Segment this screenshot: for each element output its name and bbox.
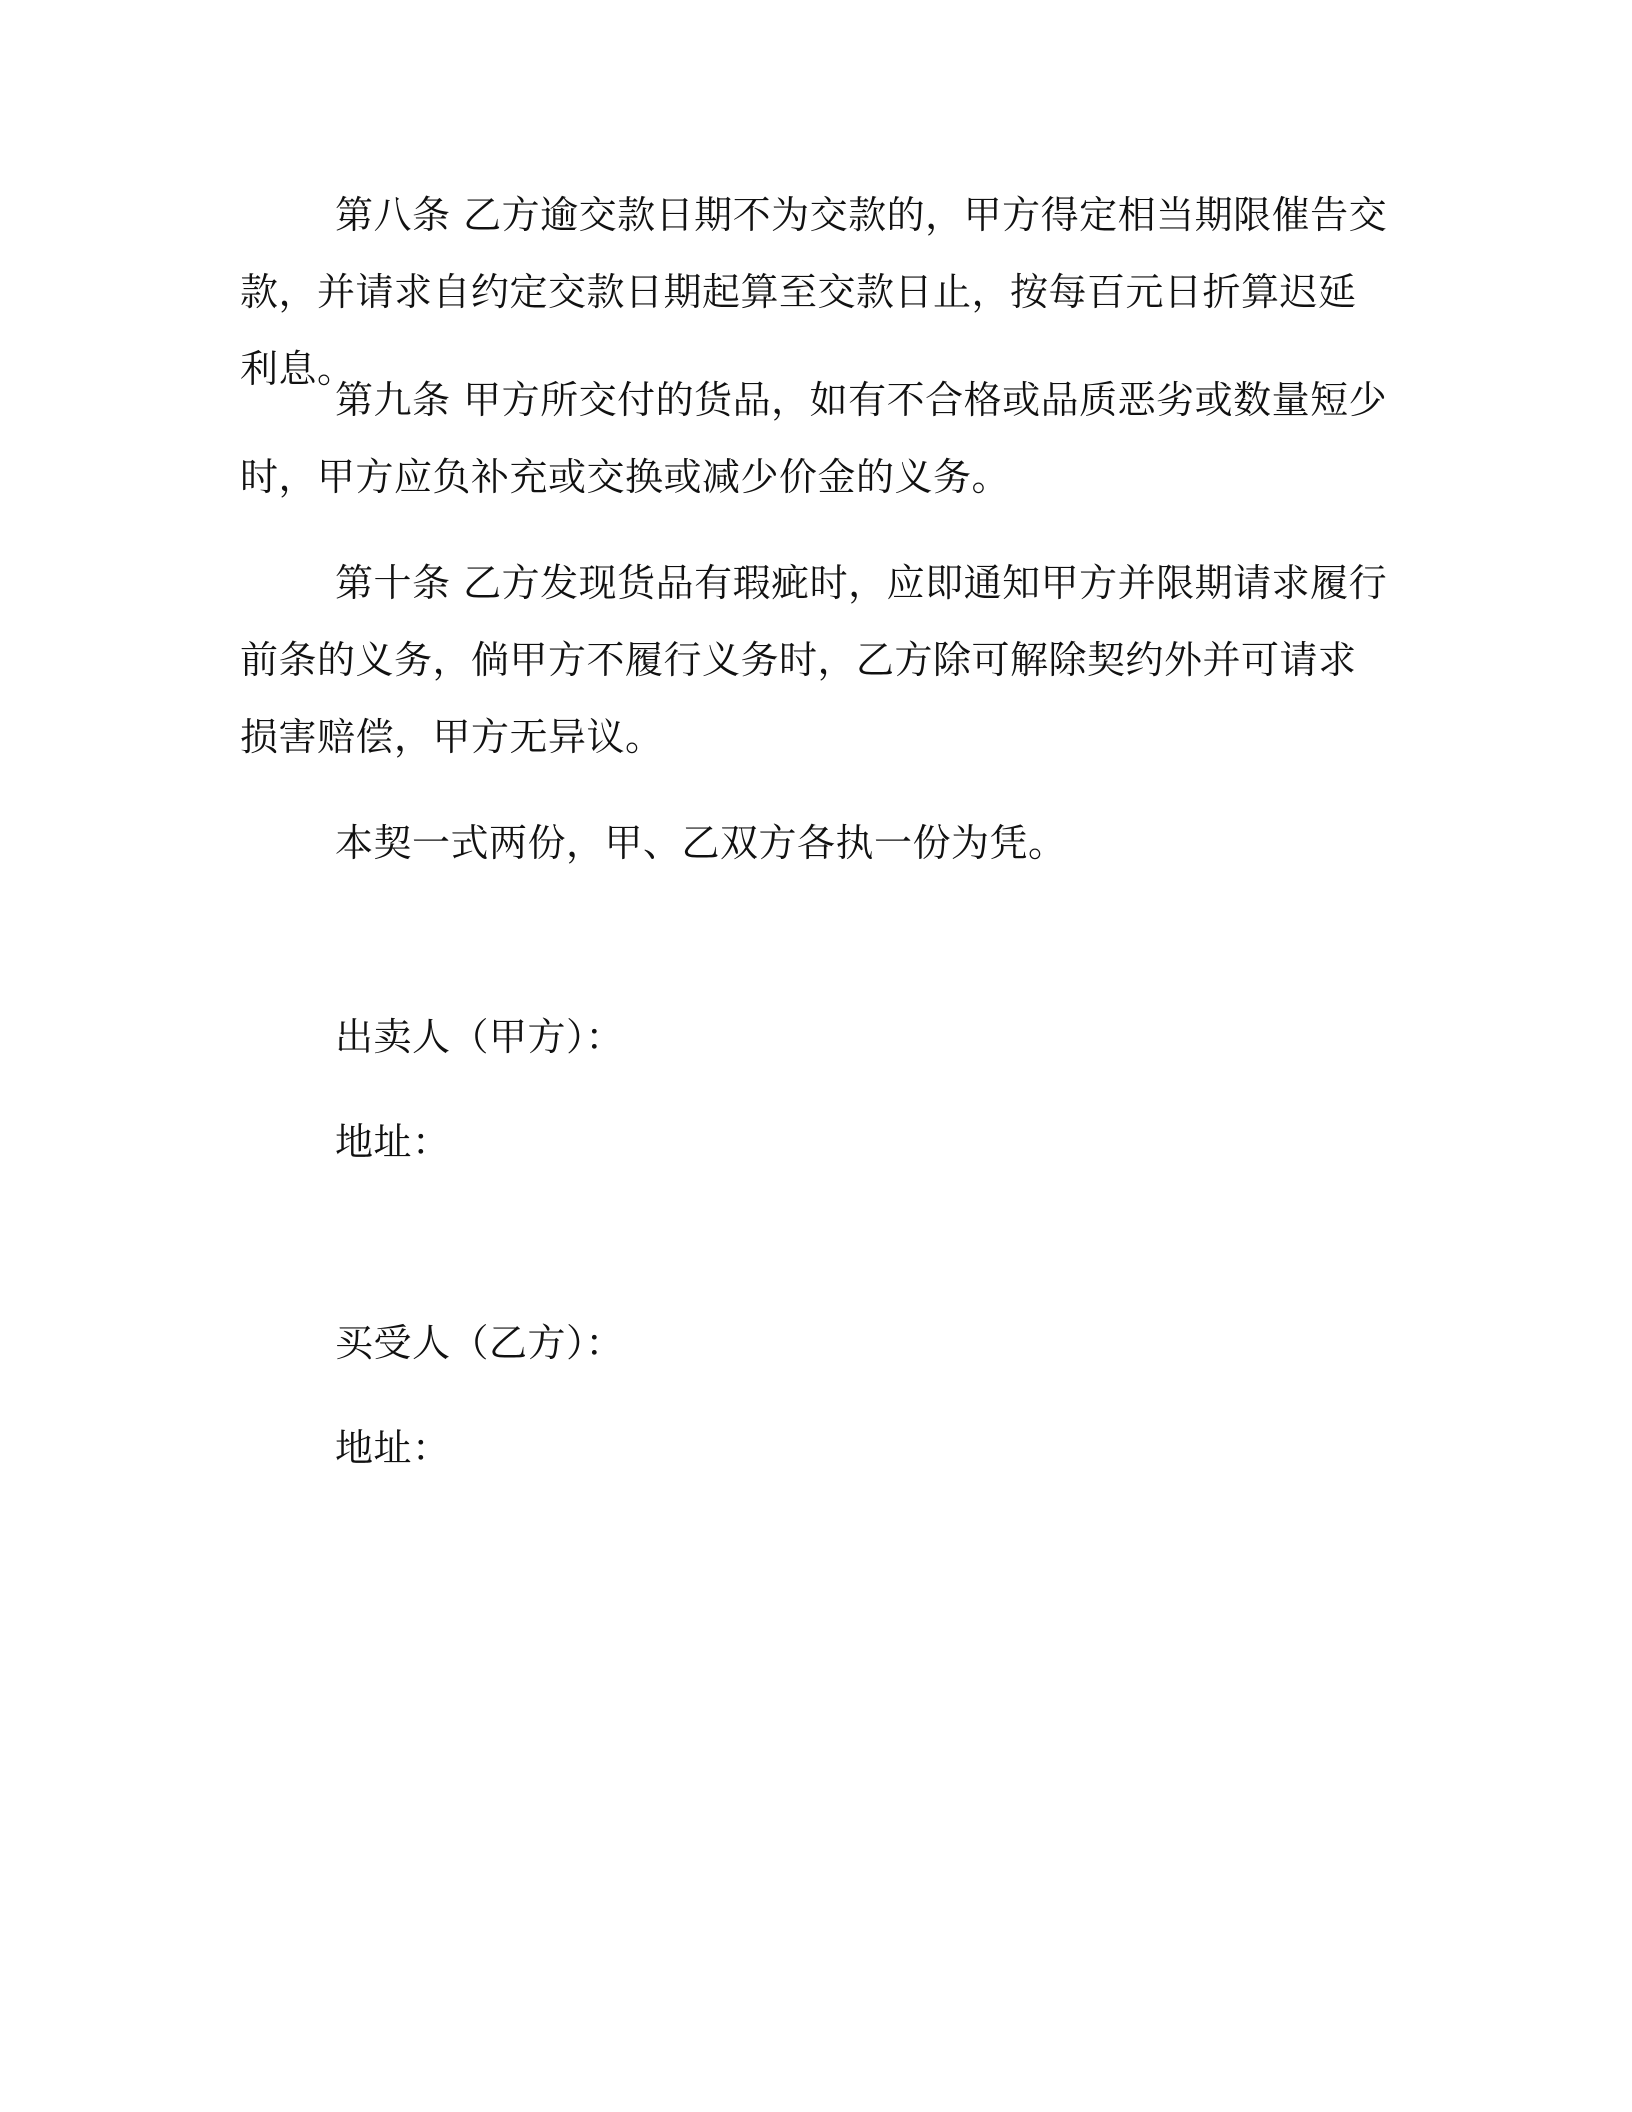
closing-statement xyxy=(240,805,1390,882)
buyer-label: 买受人（乙方）： xyxy=(335,1321,625,1365)
article-8-text: 乙方逾交款日期不为交款的，甲方得定相当期限催告交款，并请求自约定交款日期起算至交款日止，按每百元日折算迟延利息。 xyxy=(240,193,1388,391)
closing-text: 本契一式两份，甲、乙双方各执一份为凭。 xyxy=(335,821,1067,865)
article-10 xyxy=(240,545,1390,776)
article-8-heading: 第八条 xyxy=(335,193,451,237)
buyer-address-label: 地址： xyxy=(335,1426,451,1470)
article-10-text: 乙方发现货品有瑕疵时，应即通知甲方并限期请求履行前条的义务，倘甲方不履行义务时，乙方除可解除契约外并可请求损害赔偿，甲方无异议。 xyxy=(240,561,1388,759)
article-10-heading: 第十条 xyxy=(335,561,451,605)
article-9-heading: 第九条 xyxy=(335,378,451,422)
seller-label: 出卖人（甲方）： xyxy=(335,1015,625,1059)
article-9-text: 甲方所交付的货品，如有不合格或品质恶劣或数量短少时，甲方应负补充或交换或减少价金的义务。 xyxy=(240,378,1388,499)
seller-address-label: 地址： xyxy=(335,1120,451,1164)
article-9 xyxy=(240,362,1390,516)
